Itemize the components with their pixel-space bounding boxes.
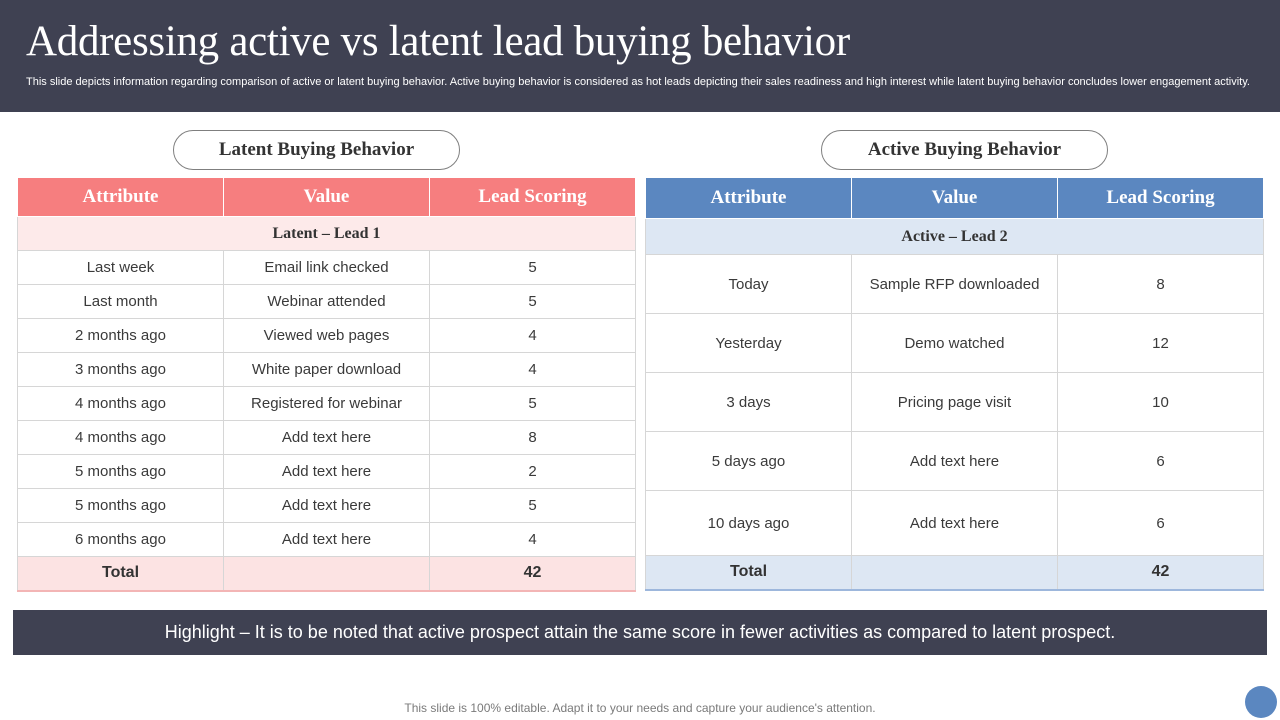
table-row <box>18 251 636 285</box>
table-row <box>18 319 636 353</box>
cell-score: 6 <box>1058 432 1264 491</box>
cell-score: 5 <box>430 285 636 319</box>
cell-value: Add text here <box>852 432 1058 491</box>
cell-value: Add text here <box>224 489 430 523</box>
cell-value: Demo watched <box>852 314 1058 373</box>
lead-subheader: Latent – Lead 1 <box>18 217 636 251</box>
cell-attribute: Last month <box>18 285 224 319</box>
column-header-attribute: Attribute <box>18 178 224 217</box>
column-header-lead-scoring: Lead Scoring <box>430 178 636 217</box>
active-behavior-pill: Active Buying Behavior <box>821 130 1108 170</box>
column-header-value: Value <box>224 178 430 217</box>
table-row <box>18 455 636 489</box>
highlight-banner: Highlight – It is to be noted that active prospect attain the same score in fewer activities as compared to latent prospect. <box>13 610 1267 655</box>
table-row <box>18 523 636 557</box>
table-header-row <box>18 178 636 217</box>
cell-attribute: 3 months ago <box>18 353 224 387</box>
column-header-lead-scoring: Lead Scoring <box>1058 178 1264 219</box>
table-subheader-row <box>18 217 636 251</box>
cell-value: Add text here <box>852 491 1058 556</box>
cell-attribute: Today <box>646 255 852 314</box>
column-header-attribute: Attribute <box>646 178 852 219</box>
table-row <box>646 255 1264 314</box>
cell-score: 8 <box>1058 255 1264 314</box>
table-row <box>646 432 1264 491</box>
cell-score: 4 <box>430 523 636 557</box>
column-header-value: Value <box>852 178 1058 219</box>
cell-attribute: Last week <box>18 251 224 285</box>
cell-attribute: 5 days ago <box>646 432 852 491</box>
cell-attribute: 4 months ago <box>18 387 224 421</box>
cell-score: 4 <box>430 353 636 387</box>
table-row <box>18 489 636 523</box>
table-row <box>18 285 636 319</box>
table-row <box>18 387 636 421</box>
slide-title: Addressing active vs latent lead buying behavior <box>26 18 850 65</box>
total-label: Total <box>646 556 852 590</box>
total-empty-cell <box>224 557 430 591</box>
cell-value: Add text here <box>224 523 430 557</box>
cell-value: White paper download <box>224 353 430 387</box>
slide-description: This slide depicts information regarding comparison of active or latent buying behavior. Active buying behavior is considered as hot leads depicting their sales readiness and high interest while latent buying behavior concludes lower engagement activity. <box>26 76 1250 88</box>
corner-decoration-circle <box>1245 686 1277 718</box>
cell-value: Viewed web pages <box>224 319 430 353</box>
table-subheader-row <box>646 219 1264 255</box>
cell-attribute: 2 months ago <box>18 319 224 353</box>
cell-attribute: Yesterday <box>646 314 852 373</box>
cell-score: 2 <box>430 455 636 489</box>
table-header-row <box>646 178 1264 219</box>
cell-value: Webinar attended <box>224 285 430 319</box>
total-label: Total <box>18 557 224 591</box>
total-empty-cell <box>852 556 1058 590</box>
table-row <box>646 491 1264 556</box>
cell-score: 6 <box>1058 491 1264 556</box>
total-row <box>646 556 1264 590</box>
cell-value: Pricing page visit <box>852 373 1058 432</box>
cell-score: 10 <box>1058 373 1264 432</box>
cell-value: Email link checked <box>224 251 430 285</box>
footer-note: This slide is 100% editable. Adapt it to your needs and capture your audience's attention. <box>404 701 876 715</box>
total-row <box>18 557 636 591</box>
lead-subheader: Active – Lead 2 <box>646 219 1264 255</box>
cell-attribute: 5 months ago <box>18 455 224 489</box>
cell-attribute: 4 months ago <box>18 421 224 455</box>
active-behavior-table <box>645 177 1264 591</box>
latent-behavior-table <box>17 177 636 592</box>
cell-value: Add text here <box>224 421 430 455</box>
table-row <box>646 314 1264 373</box>
cell-score: 8 <box>430 421 636 455</box>
cell-value: Registered for webinar <box>224 387 430 421</box>
cell-attribute: 5 months ago <box>18 489 224 523</box>
table-row <box>18 353 636 387</box>
cell-attribute: 3 days <box>646 373 852 432</box>
cell-value: Add text here <box>224 455 430 489</box>
cell-score: 12 <box>1058 314 1264 373</box>
latent-behavior-pill: Latent Buying Behavior <box>173 130 460 170</box>
table-row <box>18 421 636 455</box>
cell-value: Sample RFP downloaded <box>852 255 1058 314</box>
cell-score: 5 <box>430 489 636 523</box>
cell-attribute: 6 months ago <box>18 523 224 557</box>
slide-header <box>0 0 1280 112</box>
cell-score: 4 <box>430 319 636 353</box>
cell-attribute: 10 days ago <box>646 491 852 556</box>
total-value: 42 <box>1058 556 1264 590</box>
table-row <box>646 373 1264 432</box>
cell-score: 5 <box>430 251 636 285</box>
cell-score: 5 <box>430 387 636 421</box>
total-value: 42 <box>430 557 636 591</box>
